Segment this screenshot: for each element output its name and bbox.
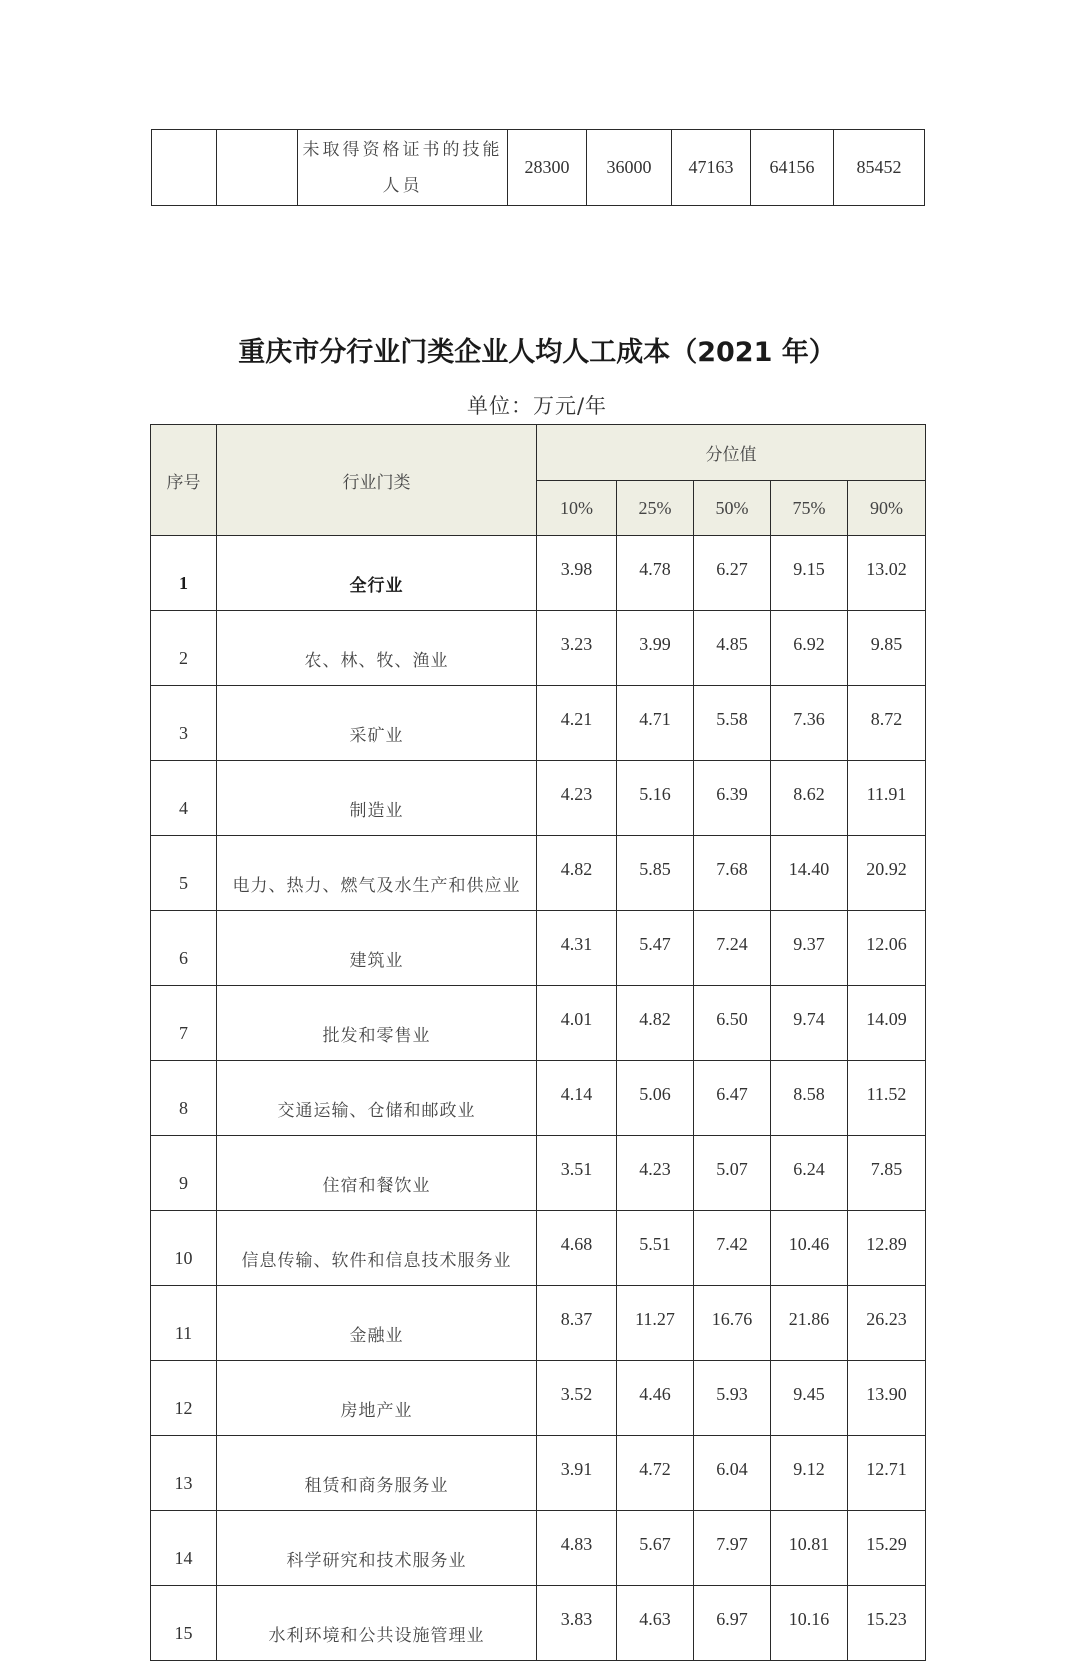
value-cell: 3.52 (537, 1361, 617, 1436)
value-cell: 4.23 (617, 1136, 694, 1211)
seq-cell: 12 (151, 1361, 217, 1436)
value-cell: 4.71 (617, 686, 694, 761)
table-row (152, 130, 925, 206)
value-cell: 13.90 (848, 1361, 926, 1436)
value-cell: 9.74 (771, 986, 848, 1061)
header-p10: 10% (537, 481, 617, 536)
value-cell: 7.36 (771, 686, 848, 761)
industry-cell: 房地产业 (217, 1361, 537, 1436)
cost-table (150, 424, 926, 1661)
industry-cell: 制造业 (217, 761, 537, 836)
value-cell: 3.83 (537, 1586, 617, 1661)
seq-cell: 2 (151, 611, 217, 686)
seq-cell: 6 (151, 911, 217, 986)
value-cell: 4.78 (617, 536, 694, 611)
value-cell: 7.68 (694, 836, 771, 911)
industry-cell: 农、林、牧、渔业 (217, 611, 537, 686)
value-cell: 9.12 (771, 1436, 848, 1511)
value-cell: 20.92 (848, 836, 926, 911)
value-cell: 4.85 (694, 611, 771, 686)
seq-cell: 1 (151, 536, 217, 611)
header-p50: 50% (694, 481, 771, 536)
header-percentile-group: 分位值 (537, 425, 926, 481)
value-cell: 14.40 (771, 836, 848, 911)
value-cell: 5.16 (617, 761, 694, 836)
header-p90: 90% (848, 481, 926, 536)
value-cell: 3.91 (537, 1436, 617, 1511)
value-cell: 15.23 (848, 1586, 926, 1661)
unit-label: 单位：万元/年 (466, 394, 608, 418)
value-cell: 7.85 (848, 1136, 926, 1211)
industry-cell: 电力、热力、燃气及水生产和供应业 (217, 836, 537, 911)
seq-cell: 11 (151, 1286, 217, 1361)
header-p25: 25% (617, 481, 694, 536)
table-row (151, 1286, 926, 1361)
value-cell: 5.93 (694, 1361, 771, 1436)
value-cell: 26.23 (848, 1286, 926, 1361)
table-row (151, 1211, 926, 1286)
value-cell: 12.06 (848, 911, 926, 986)
page-title: 重庆市分行业门类企业人均人工成本（2021 年） (238, 337, 836, 368)
value-cell: 4.31 (537, 911, 617, 986)
table-row (151, 536, 926, 611)
seq-cell: 15 (151, 1586, 217, 1661)
industry-cell: 信息传输、软件和信息技术服务业 (217, 1211, 537, 1286)
industry-cell: 建筑业 (217, 911, 537, 986)
empty-cell (152, 130, 217, 206)
table-row (151, 836, 926, 911)
value-cell: 10.46 (771, 1211, 848, 1286)
industry-cell: 金融业 (217, 1286, 537, 1361)
value-cell: 85452 (834, 130, 925, 206)
value-cell: 7.97 (694, 1511, 771, 1586)
value-cell: 5.85 (617, 836, 694, 911)
header-row (151, 425, 926, 481)
value-cell: 6.50 (694, 986, 771, 1061)
category-cell: 未取得资格证书的技能人员 (298, 130, 508, 206)
value-cell: 4.72 (617, 1436, 694, 1511)
value-cell: 47163 (672, 130, 751, 206)
seq-cell: 5 (151, 836, 217, 911)
value-cell: 5.51 (617, 1211, 694, 1286)
value-cell: 6.39 (694, 761, 771, 836)
value-cell: 6.04 (694, 1436, 771, 1511)
value-cell: 8.37 (537, 1286, 617, 1361)
value-cell: 6.27 (694, 536, 771, 611)
value-cell: 4.63 (617, 1586, 694, 1661)
value-cell: 4.14 (537, 1061, 617, 1136)
seq-cell: 9 (151, 1136, 217, 1211)
value-cell: 9.85 (848, 611, 926, 686)
value-cell: 21.86 (771, 1286, 848, 1361)
seq-cell: 13 (151, 1436, 217, 1511)
value-cell: 8.58 (771, 1061, 848, 1136)
industry-cell: 采矿业 (217, 686, 537, 761)
value-cell: 5.06 (617, 1061, 694, 1136)
header-industry: 行业门类 (217, 425, 537, 536)
value-cell: 6.24 (771, 1136, 848, 1211)
table-row (151, 1061, 926, 1136)
table-row (151, 1586, 926, 1661)
seq-cell: 14 (151, 1511, 217, 1586)
value-cell: 5.47 (617, 911, 694, 986)
value-cell: 3.99 (617, 611, 694, 686)
value-cell: 14.09 (848, 986, 926, 1061)
value-cell: 7.24 (694, 911, 771, 986)
value-cell: 3.51 (537, 1136, 617, 1211)
value-cell: 4.82 (617, 986, 694, 1061)
value-cell: 8.62 (771, 761, 848, 836)
value-cell: 28300 (508, 130, 587, 206)
value-cell: 4.68 (537, 1211, 617, 1286)
value-cell: 6.47 (694, 1061, 771, 1136)
value-cell: 4.83 (537, 1511, 617, 1586)
table-row (151, 611, 926, 686)
value-cell: 9.37 (771, 911, 848, 986)
table-row (151, 1436, 926, 1511)
value-cell: 3.98 (537, 536, 617, 611)
value-cell: 15.29 (848, 1511, 926, 1586)
value-cell: 8.72 (848, 686, 926, 761)
value-cell: 11.52 (848, 1061, 926, 1136)
value-cell: 4.21 (537, 686, 617, 761)
value-cell: 6.92 (771, 611, 848, 686)
value-cell: 5.07 (694, 1136, 771, 1211)
value-cell: 36000 (587, 130, 672, 206)
value-cell: 12.71 (848, 1436, 926, 1511)
industry-cell: 科学研究和技术服务业 (217, 1511, 537, 1586)
table-row (151, 911, 926, 986)
industry-cell: 租赁和商务服务业 (217, 1436, 537, 1511)
industry-cell: 交通运输、仓储和邮政业 (217, 1061, 537, 1136)
value-cell: 9.15 (771, 536, 848, 611)
value-cell: 7.42 (694, 1211, 771, 1286)
industry-cell: 批发和零售业 (217, 986, 537, 1061)
value-cell: 4.82 (537, 836, 617, 911)
value-cell: 5.67 (617, 1511, 694, 1586)
table-row (151, 986, 926, 1061)
table-row (151, 1511, 926, 1586)
value-cell: 9.45 (771, 1361, 848, 1436)
value-cell: 16.76 (694, 1286, 771, 1361)
table-row (151, 1361, 926, 1436)
industry-cell: 全行业 (217, 536, 537, 611)
value-cell: 11.91 (848, 761, 926, 836)
seq-cell: 7 (151, 986, 217, 1061)
value-cell: 12.89 (848, 1211, 926, 1286)
value-cell: 5.58 (694, 686, 771, 761)
value-cell: 6.97 (694, 1586, 771, 1661)
seq-cell: 8 (151, 1061, 217, 1136)
value-cell: 13.02 (848, 536, 926, 611)
seq-cell: 10 (151, 1211, 217, 1286)
seq-cell: 3 (151, 686, 217, 761)
carryover-table (151, 129, 925, 206)
value-cell: 11.27 (617, 1286, 694, 1361)
seq-cell: 4 (151, 761, 217, 836)
header-seq: 序号 (151, 425, 217, 536)
table-row (151, 686, 926, 761)
industry-cell: 住宿和餐饮业 (217, 1136, 537, 1211)
value-cell: 4.23 (537, 761, 617, 836)
value-cell: 64156 (751, 130, 834, 206)
industry-cell: 水利环境和公共设施管理业 (217, 1586, 537, 1661)
header-p75: 75% (771, 481, 848, 536)
table-row (151, 1136, 926, 1211)
table-row (151, 761, 926, 836)
empty-cell (217, 130, 298, 206)
value-cell: 4.01 (537, 986, 617, 1061)
value-cell: 10.81 (771, 1511, 848, 1586)
value-cell: 10.16 (771, 1586, 848, 1661)
value-cell: 4.46 (617, 1361, 694, 1436)
value-cell: 3.23 (537, 611, 617, 686)
